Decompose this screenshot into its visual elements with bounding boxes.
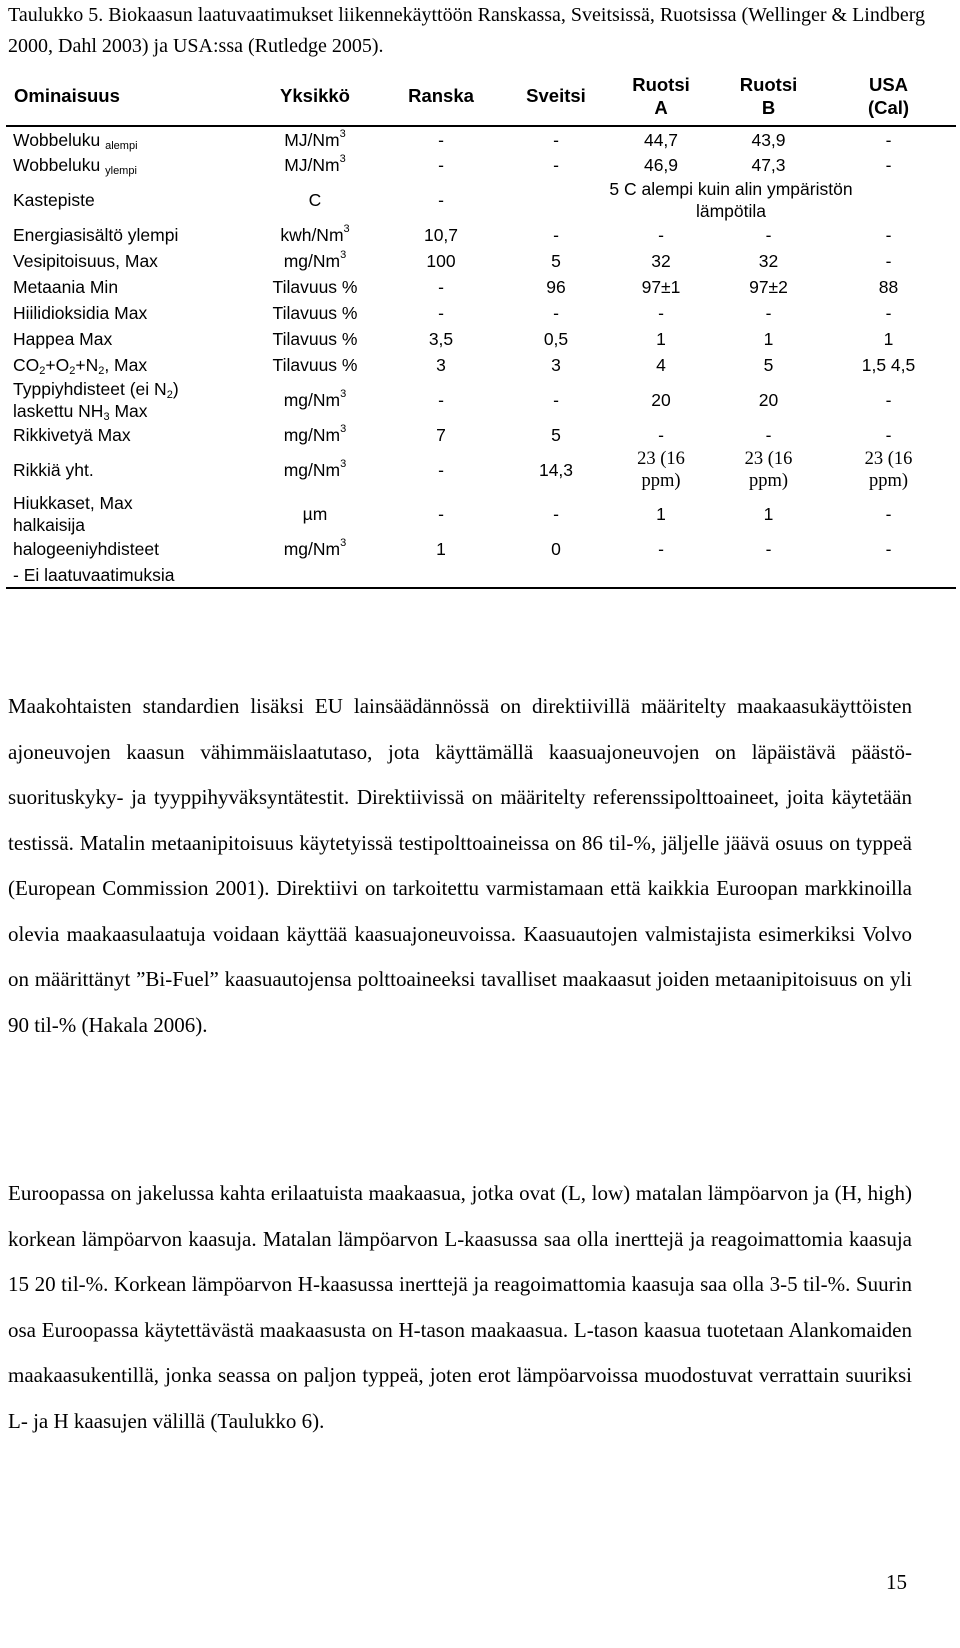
cell-unit xyxy=(254,378,376,422)
cell-sweden-a: 1 xyxy=(656,329,666,349)
cell-switzerland: - xyxy=(553,504,559,524)
cell-sweden-b: 43,9 xyxy=(751,129,786,150)
table-row xyxy=(6,248,956,274)
cell-sweden-a: 44,7 xyxy=(643,129,679,150)
table-note: - Ei laatuvaatimuksia xyxy=(13,564,175,585)
cell-usa: - xyxy=(885,155,892,175)
cell-sweden-b: 32 xyxy=(758,251,779,271)
cell-unit: µm xyxy=(302,504,328,524)
cell-unit xyxy=(254,222,376,248)
cell-france: 10,7 xyxy=(423,225,459,245)
cell-sweden-b: 5 xyxy=(763,355,774,375)
cell-sweden-a: 1 xyxy=(656,504,666,524)
unit-text: MJ/Nm xyxy=(284,155,340,175)
page-number: 15 xyxy=(886,1570,907,1594)
sub-2: 2 xyxy=(69,365,76,377)
cell-sweden-a: - xyxy=(658,425,664,445)
unit-text: mg/Nm xyxy=(283,460,341,480)
header-property: Ominaisuus xyxy=(14,85,120,106)
table-row xyxy=(6,492,956,536)
cell-sweden-a: - xyxy=(658,225,664,245)
cell-unit xyxy=(254,422,376,448)
cell-unit xyxy=(254,248,376,274)
cell-usa: - xyxy=(885,425,892,445)
header-sweden-a xyxy=(606,66,716,126)
cell-unit: C xyxy=(308,190,322,210)
cell-switzerland: - xyxy=(553,303,559,323)
cell-sweden-b xyxy=(716,448,821,492)
header-sweden-b-line2: B xyxy=(761,96,776,118)
cell-switzerland: 96 xyxy=(546,277,566,297)
table-row xyxy=(6,300,956,326)
table-row xyxy=(6,274,956,300)
row-label xyxy=(6,492,254,536)
cell-sweden-b: 1 xyxy=(763,504,774,524)
value-line2: ppm) xyxy=(868,471,909,491)
cell-france: - xyxy=(438,390,444,410)
unit-superscript: 3 xyxy=(339,127,346,140)
cell-sweden-b: - xyxy=(765,225,772,245)
cell-sweden-b: - xyxy=(765,539,772,559)
merged-line2: lämpötila xyxy=(695,201,767,221)
cell-usa: - xyxy=(885,129,892,150)
cell-france: 3 xyxy=(436,355,446,375)
cell-sweden-a: - xyxy=(658,303,664,323)
table-row xyxy=(6,562,956,588)
table-caption: Taulukko 5. Biokaasun laatuvaatimukset liikennekäyttöön Ranskassa, Sveitsissä, Ruotsissa (Wellinger & Lindberg 2000, Dahl 2003) ja USA:ssa (Rutledge 2005). xyxy=(8,4,926,57)
cell-switzerland: 14,3 xyxy=(538,460,574,480)
label-n: +N xyxy=(75,355,99,375)
body-paragraph: Euroopassa on jakelussa kahta erilaatuista maakaasua, jotka ovat (L, low) matalan lämpöarvon ja (H, high) korkean lämpöarvon kaasuja. Matalan lämpöarvon L-kaasussa saa olla inerttejä ja reagoimattomia kaasuja 15 20 til-%. Korkean lämpöarvon H-kaasussa inerttejä ja reagoimattomia kaasuja saa olla 3-5 til-%. Suurin osa Euroopassa käytettävästä maakaasusta on H-tason maakaasua. L-tason kaasua tuotetaan Alankomaiden maakaasukentillä, jonka seassa on paljon typpeä, joten erot lämpöarvoissa muodostuvat verrattain suuriksi L- ja H kaasujen välillä (Taulukko 6). xyxy=(8,1181,912,1433)
cell-sweden-b: 47,3 xyxy=(751,155,786,175)
cell-usa: - xyxy=(885,539,892,559)
row-label-text: Wobbeluku xyxy=(13,155,101,175)
cell-unit: Tilavuus % xyxy=(272,277,358,297)
header-sweden-b xyxy=(716,66,821,126)
header-usa-line2: (Cal) xyxy=(867,96,910,118)
value-line1: 23 (16 xyxy=(637,449,685,469)
unit-superscript: 3 xyxy=(340,388,347,400)
cell-merged-requirement xyxy=(506,178,956,222)
cell-switzerland: 5 xyxy=(551,425,561,445)
row-label-text: Wobbeluku xyxy=(13,129,101,150)
value-line1: 23 (16 xyxy=(864,449,913,469)
label-co: CO xyxy=(13,355,40,375)
cell-usa: - xyxy=(885,251,892,271)
cell-usa: 88 xyxy=(878,277,899,297)
cell-usa: - xyxy=(885,390,892,410)
table-header-row xyxy=(6,66,956,126)
table-row xyxy=(6,422,956,448)
cell-unit: Tilavuus % xyxy=(272,329,358,349)
cell-france: - xyxy=(438,277,444,297)
cell-sweden-b: 1 xyxy=(763,329,774,349)
cell-sweden-a xyxy=(606,448,716,492)
table-row xyxy=(6,536,956,562)
row-label xyxy=(6,378,254,422)
cell-sweden-a: 20 xyxy=(651,390,671,410)
unit-text: MJ/Nm xyxy=(284,129,340,150)
table-row xyxy=(6,126,956,152)
row-label-subscript: ylempi xyxy=(105,165,137,177)
cell-france: - xyxy=(438,460,444,480)
header-switzerland: Sveitsi xyxy=(526,85,586,106)
table-row xyxy=(6,378,956,422)
row-label: Hiilidioksidia Max xyxy=(13,303,148,323)
cell-sweden-a: - xyxy=(658,539,664,559)
cell-france: 3,5 xyxy=(428,329,454,349)
row-label xyxy=(6,126,254,152)
cell-usa xyxy=(821,448,956,492)
header-france: Ranska xyxy=(408,85,474,106)
merged-line1: 5 C alempi kuin alin ympäristön xyxy=(609,179,853,199)
unit-superscript: 3 xyxy=(340,458,347,470)
cell-sweden-a: 97±1 xyxy=(641,277,681,297)
cell-france: - xyxy=(438,155,444,175)
unit-superscript: 3 xyxy=(343,223,350,235)
cell-switzerland: - xyxy=(553,129,559,150)
unit-superscript: 3 xyxy=(339,153,346,165)
cell-france: - xyxy=(438,190,444,210)
row-label: Metaania Min xyxy=(13,277,119,297)
cell-sweden-b: - xyxy=(765,425,772,445)
cell-unit: Tilavuus % xyxy=(272,355,358,375)
cell-unit xyxy=(254,448,376,492)
header-usa-line1: USA xyxy=(868,73,909,95)
header-sweden-a-line2: A xyxy=(654,96,668,118)
cell-unit xyxy=(254,536,376,562)
row-label-subscript: alempi xyxy=(105,139,138,152)
value-line2: ppm) xyxy=(748,471,789,491)
label-line1: Hiukkaset, Max xyxy=(13,493,133,513)
cell-france: 7 xyxy=(436,425,446,445)
table-row xyxy=(6,222,956,248)
cell-france: - xyxy=(438,303,444,323)
cell-france: - xyxy=(438,504,444,524)
value-line1: 23 (16 xyxy=(744,449,793,469)
unit-superscript: 3 xyxy=(340,537,347,549)
cell-switzerland: 0,5 xyxy=(543,329,569,349)
unit-text: mg/Nm xyxy=(283,539,341,559)
sub-2: 2 xyxy=(98,365,105,377)
requirements-table xyxy=(6,66,956,589)
cell-france: - xyxy=(438,129,444,150)
cell-usa: 1,5 4,5 xyxy=(861,355,916,375)
sub-2: 2 xyxy=(39,365,46,377)
cell-unit xyxy=(254,152,376,178)
unit-superscript: 3 xyxy=(340,249,347,261)
cell-usa: 1 xyxy=(883,329,894,349)
unit-text: kwh/Nm xyxy=(280,225,344,245)
unit-text: mg/Nm xyxy=(283,251,341,271)
cell-sweden-b: 20 xyxy=(758,390,779,410)
cell-switzerland: 0 xyxy=(551,539,561,559)
cell-switzerland: - xyxy=(553,390,559,410)
cell-switzerland: 5 xyxy=(551,251,561,271)
row-label: Happea Max xyxy=(13,329,113,349)
row-label: Rikkiä yht. xyxy=(13,460,94,480)
cell-switzerland: 3 xyxy=(551,355,561,375)
label-line2: laskettu NH xyxy=(13,401,104,421)
header-sweden-a-line1: Ruotsi xyxy=(632,73,690,95)
label-line2-tail: Max xyxy=(109,401,148,421)
header-sweden-b-line1: Ruotsi xyxy=(739,73,798,95)
value-line2: ppm) xyxy=(641,471,681,491)
header-unit: Yksikkö xyxy=(280,85,350,106)
cell-france: 100 xyxy=(426,251,456,271)
unit-superscript: 3 xyxy=(340,423,347,435)
row-label: Vesipitoisuus, Max xyxy=(13,251,158,271)
table-row xyxy=(6,448,956,492)
label-tail: , Max xyxy=(104,355,148,375)
unit-text: mg/Nm xyxy=(283,425,341,445)
row-label xyxy=(6,152,254,178)
cell-usa: - xyxy=(885,303,892,323)
cell-sweden-a: 32 xyxy=(651,251,671,271)
label-o: +O xyxy=(45,355,70,375)
cell-sweden-a: 46,9 xyxy=(643,155,679,175)
cell-unit: Tilavuus % xyxy=(272,303,358,323)
table-row xyxy=(6,152,956,178)
row-label: Rikkivetyä Max xyxy=(13,425,131,445)
header-usa xyxy=(821,66,956,126)
row-label: Energiasisältö ylempi xyxy=(13,225,179,245)
row-label: Kastepiste xyxy=(13,190,95,210)
cell-sweden-b: - xyxy=(765,303,772,323)
cell-switzerland: - xyxy=(553,225,559,245)
table-row xyxy=(6,352,956,378)
cell-france: 1 xyxy=(436,539,446,559)
label-line1: Typpiyhdisteet (ei N xyxy=(13,379,167,399)
body-paragraph: Maakohtaisten standardien lisäksi EU lainsäädännössä on direktiivillä määritelty maakaasukäyttöisten ajoneuvojen kaasun vähimmäislaatutaso, jota käyttämällä kaasuajoneuvojen on läpäistävä päästö- suorituskyky- ja tyyppihyväksyntätestit. Direktiivissä on määritelty referenssipolttoaineet, joita käytetään testissä. Matalin metaanipitoisuus käytetyissä testipolttoaineissa on 86 til-%, jäljelle jäävä osuus on typpeä (European Commission 2001). Direktiivi on tarkoitettu varmistamaan että kaikkia Euroopan markkinoilla olevia maakaasulaatuja voidaan käyttää kaasuajoneuvoissa. Kaasuautojen valmistajista esimerkiksi Volvo on määrittänyt ”Bi-Fuel” kaasuautojensa polttoaineeksi tavalliset maakaasut joiden metaanipitoisuus on yli 90 til-% (Hakala 2006). xyxy=(8,694,912,1037)
cell-sweden-b: 97±2 xyxy=(749,277,788,297)
unit-text: mg/Nm xyxy=(283,390,341,410)
label-line1-tail: ) xyxy=(172,379,179,399)
cell-usa: - xyxy=(885,225,892,245)
sub-2: 2 xyxy=(166,389,173,401)
sub-3: 3 xyxy=(103,411,110,423)
cell-unit xyxy=(254,126,376,152)
label-line2: halkaisija xyxy=(13,515,85,535)
row-label: halogeeniyhdisteet xyxy=(13,539,159,559)
cell-usa: - xyxy=(885,504,892,524)
requirements-table-wrapper xyxy=(6,66,956,589)
cell-sweden-a: 4 xyxy=(656,355,666,375)
table-row xyxy=(6,326,956,352)
table-row xyxy=(6,178,956,222)
row-label xyxy=(6,352,254,378)
cell-switzerland: - xyxy=(553,155,559,175)
